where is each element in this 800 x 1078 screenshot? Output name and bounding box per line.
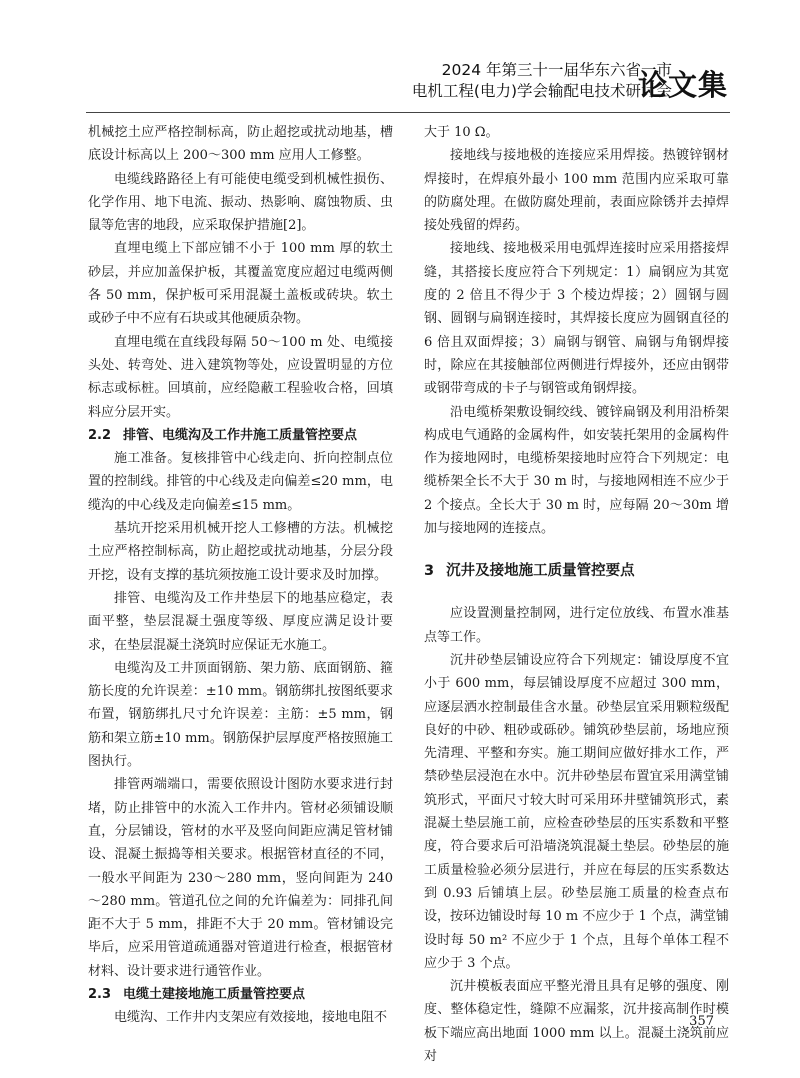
right-column	[424, 121, 729, 1068]
paragraph: 基坑开挖采用机械开挖人工修槽的方法。机械挖土应严格控制标高，防止超挖或扰动地基，分层分段开挖，设有支撑的基坑须按施工设计要求及时加撑。	[88, 521, 393, 583]
heading-text: 排管、电缆沟及工作井施工质量管控要点	[123, 427, 358, 443]
running-header	[0, 58, 800, 106]
heading-number: 2.3	[88, 986, 112, 1002]
paragraph: 直埋电缆在直线段每隔 50～100 m 处、电缆接头处、转弯处、进入建筑物等处，应设置明显的方位标志或标桩。回填前，应经隐蔽工程验收合格，回填料应分层开实。	[88, 334, 393, 420]
paragraph: 电缆沟、工作井内支架应有效接地，接地电阻不	[114, 1010, 388, 1026]
conference-title-line-1: 2024 年第三十一届华东六省一市	[441, 61, 672, 79]
left-column	[88, 121, 393, 1030]
paragraph: 机械挖土应严格控制标高，防止超挖或扰动地基，槽底设计标高以上 200～300 mm 应用人工修整。	[88, 125, 393, 164]
paragraph: 直埋电缆上下部应铺不小于 100 mm 厚的软土砂层，并应加盖保护板，其覆盖宽度应超过电缆两侧各 50 mm，保护板可采用混凝土盖板或砖块。软土或砂子中不应有石块或其他硬质杂物。	[88, 241, 393, 327]
heading-text: 电缆土建接地施工质量管控要点	[123, 986, 306, 1002]
section-heading	[424, 550, 729, 592]
paragraph: 电缆线路路径上有可能使电缆受到机械性损伤、化学作用、地下电流、振动、热影响、腐蚀物质、虫鼠等危害的地段，应采取保护措施[2]。	[88, 171, 393, 234]
paragraph: 大于 10 Ω。	[424, 125, 499, 140]
header-rule	[86, 112, 730, 113]
paragraph: 接地线、接地极采用电弧焊连接时应采用搭接焊缝，其搭接长度应符合下列规定：1）扁钢应为其宽度的 2 倍且不得少于 3 个棱边焊接；2）圆钢与圆钢、圆钢与扁钢连接时，其焊接长度应为圆钢直径的 6 倍且双面焊接；3）扁钢与钢管、扁钢与角钢焊接时，除应在其接触部位两侧进行焊接外，还应由钢带或钢带弯成的卡子与钢管或角钢焊接。	[424, 241, 729, 397]
paragraph: 排管、电缆沟及工作井垫层下的地基应稳定，表面平整，垫层混凝土强度等级、厚度应满足设计要求，在垫层混凝土浇筑时应保证无水施工。	[88, 590, 393, 653]
heading-number: 2.2	[88, 427, 112, 443]
paragraph: 沿电缆桥架敷设铜绞线、镀锌扁钢及利用沿桥架构成电气通路的金属构件，如安装托架用的金属构件作为接地网时，电缆桥架接地时应符合下列规定：电缆桥架全长不大于 30 m 时，与接地网相连不应少于 2 个接点。全长大于 30 m 时，应每隔 20～30m 增加与接地网的连接点。	[424, 404, 729, 537]
heading-number: 3	[424, 563, 435, 580]
page-number: 357	[689, 1014, 714, 1029]
proceedings-label: 论文集	[637, 68, 728, 102]
conference-title-line-2: 电机工程(电力)学会输配电技术研讨会	[411, 82, 672, 100]
paragraph: 接地线与接地极的连接应采用焊接。热镀锌钢材焊接时，在焊痕外最小 100 mm 范围内应采取可靠的防腐处理。在做防腐处理前，表面应除锈并去掉焊接处残留的焊药。	[424, 148, 729, 234]
paragraph: 电缆沟及工井顶面钢筋、架力筋、底面钢筋、箍筋长度的允许误差：±10 mm。钢筋绑扎按图纸要求布置，钢筋绑扎尺寸允许误差：主筋：±5 mm，钢筋和架立筋±10 mm。钢筋保护层厚度严格按照施工图执行。	[88, 660, 393, 770]
paragraph: 排管两端端口，需要依照设计图防水要求进行封堵，防止排管中的水流入工作井内。管材必须铺设顺直，分层铺设，管材的水平及竖向间距应满足管材铺设、混凝土振捣等相关要求。根据管材直径的不同，一般水平间距为 230～280 mm，竖向间距为 240～280 mm。管道孔位之间的允许偏差为：同排孔间距不大于 5 mm，排距不大于 20 mm。管材铺设完毕后，应采用管道疏通器对管道进行检查，根据管材材料、设计要求进行通管作业。	[88, 777, 393, 979]
subsection-heading	[88, 983, 393, 1006]
paragraph: 沉井砂垫层铺设应符合下列规定：铺设厚度不宜小于 600 mm，每层铺设厚度不应超过 300 mm，应逐层洒水控制最佳含水量。砂垫层宜采用颗粒级配良好的中砂、粗砂或砾砂。铺筑砂垫层前，场地应预先清理、平整和夯实。施工期间应做好排水工作，严禁砂垫层浸泡在水中。沉井砂垫层布置宜采用满堂铺筑形式，平面尺寸较大时可采用环井壁铺筑形式，素混凝土垫层施工前，应检查砂垫层的压实系数和平整度，符合要求后可沿墙浇筑混凝土垫层。砂垫层的施工质量检验必须分层进行，并应在每层的压实系数达到 0.93 后铺填上层。砂垫层施工质量的检查点布设，按环边铺设时每 10 m 不应少于 1 个点，满堂铺设时每 50 m² 不应少于 1 个点，且每个单体工程不应少于 3 个点。	[424, 652, 729, 971]
paragraph: 应设置测量控制网，进行定位放线、布置水准基点等工作。	[424, 606, 729, 645]
heading-text: 沉井及接地施工质量管控要点	[446, 563, 635, 580]
subsection-heading	[88, 424, 393, 447]
paragraph: 沉井模板表面应平整光滑且具有足够的强度、刚度、整体稳定性，缝隙不应漏浆，沉井接高制作时模板下端应高出地面 1000 mm 以上。混凝土浇筑前应对	[424, 979, 729, 1064]
conference-title	[412, 60, 672, 102]
paragraph: 施工准备。复核排管中心线走向、折向控制点位置的控制线。排管的中心线及走向偏差≤20 mm，电缆沟的中心线及走向偏差≤15 mm。	[88, 451, 393, 513]
